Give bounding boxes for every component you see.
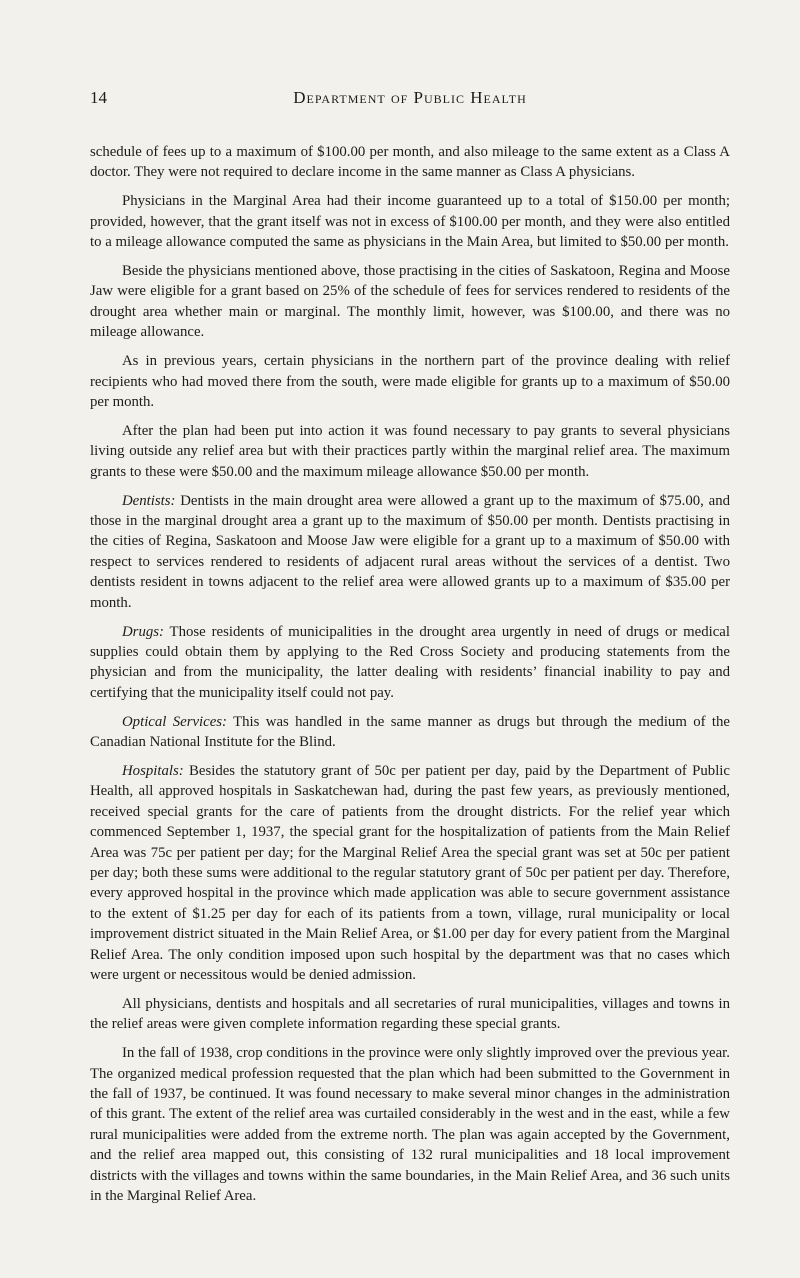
paragraph-text: This was handled in the same manner as drugs but through the medium of the Canadian National Institute for the Blind. [90, 713, 730, 751]
paragraph [90, 1043, 730, 1206]
page-header [90, 88, 730, 110]
paragraph [90, 491, 730, 613]
paragraph [90, 351, 730, 412]
paragraph [90, 421, 730, 482]
paragraph-lead: Drugs: [122, 623, 164, 640]
paragraph-lead: Optical Services: [122, 713, 227, 730]
paragraph-text: As in previous years, certain physicians in the northern part of the province dealing with relief recipients who had moved there from the south, were made eligible for grants up to a maximum of $50.00 per month. [90, 353, 730, 410]
body-text [90, 142, 730, 1215]
paragraph [90, 261, 730, 343]
paragraph-text: All physicians, dentists and hospitals and all secretaries of rural municipalities, villages and towns in the relief areas were given complete information regarding these special grants. [90, 995, 730, 1033]
paragraph-text: Physicians in the Marginal Area had their income guaranteed up to a total of $150.00 per month; provided, however, that the grant itself was not in excess of $100.00 per month, and they were also entitled to a mileage allowance computed the same as physicians in the Main Area, but limited to $50.00 per month. [90, 193, 730, 251]
paragraph-text: Beside the physicians mentioned above, those practising in the cities of Saskatoon, Regina and Moose Jaw were eligible for a grant based on 25% of the schedule of fees for services rendered to residents of the drought area whether main or marginal. The monthly limit, however, was $100.00, and there was no mileage allowance. [90, 263, 730, 341]
paragraph [90, 994, 730, 1035]
paragraph-lead: Hospitals: [122, 762, 184, 779]
paragraph [90, 622, 730, 704]
paragraph-text: Besides the statutory grant of 50c per patient per day, paid by the Department of Public Health, all approved hospitals in Saskatchewan had, during the past few years, as previously mentioned, received special grants for the care of patients from the drought districts. For the relief year which commenced September 1, 1937, the special grant for the hospitalization of patients from the Main Relief Area was 75c per patient per day; for the Marginal Relief Area the special grant was set at 50c per patient per day; both these sums were additional to the regular statutory grant of 50c per patient per day. Therefore, every approved hospital in the province which made application was able to secure government assistance to the extent of $1.25 per day for each of its patients from a town, village, rural municipality or local improvement district situated in the Main Relief Area, or $1.00 per day for every patient from the Marginal Relief Area. The only condition imposed upon such hospital by the department was that no cases which were urgent or necessitous would be denied admission. [90, 762, 730, 984]
paragraph-text: Dentists in the main drought area were allowed a grant up to the maximum of $75.00, and those in the marginal drought area a grant up to the maximum of $50.00 per month. Dentists practising in the cities of Regina, Saskatoon and Moose Jaw were eligible for a grant up to a maximum of $50.00 with respect to services rendered to residents of adjacent rural areas without the services of a dentist. Two dentists resident in towns adjacent to the relief area were allowed grants up to a maximum of $35.00 per month. [90, 492, 730, 611]
paragraph-lead: Dentists: [122, 492, 176, 509]
paragraph [90, 191, 730, 252]
paragraph [90, 712, 730, 753]
paragraph [90, 761, 730, 985]
paragraph [90, 142, 730, 183]
running-head: Department of Public Health [293, 88, 527, 107]
paragraph-text: Those residents of municipalities in the drought area urgently in need of drugs or medical supplies could obtain them by applying to the Red Cross Society and producing statements from the physician and from the municipality, the latter dealing with residents’ financial inability to pay and certifying that the municipality itself could not pay. [90, 623, 730, 701]
paragraph-text: schedule of fees up to a maximum of $100.00 per month, and also mileage to the same extent as a Class A doctor. They were not required to declare income in the same manner as Class A physicians. [90, 144, 730, 181]
paragraph-text: After the plan had been put into action it was found necessary to pay grants to several physicians living outside any relief area but with their practices partly within the marginal relief area. The maximum grants to these were $50.00 and the maximum mileage allowance $50.00 per month. [90, 422, 730, 480]
paragraph-text: In the fall of 1938, crop conditions in the province were only slightly improved over the previous year. The organized medical profession requested that the plan which had been submitted to the Government in the fall of 1937, be continued. It was found necessary to make several minor changes in the administration of this grant. The extent of the relief area was curtailed considerably in the west and in the east, while a few rural municipalities were added from the extreme north. The plan was again accepted by the Government, and the relief area mapped out, this consisting of 132 rural municipalities and 18 local improvement districts with the villages and towns within the same boundaries, in the Main Relief Area, and 36 such units in the Marginal Relief Area. [90, 1045, 730, 1205]
page-number: 14 [90, 88, 107, 107]
